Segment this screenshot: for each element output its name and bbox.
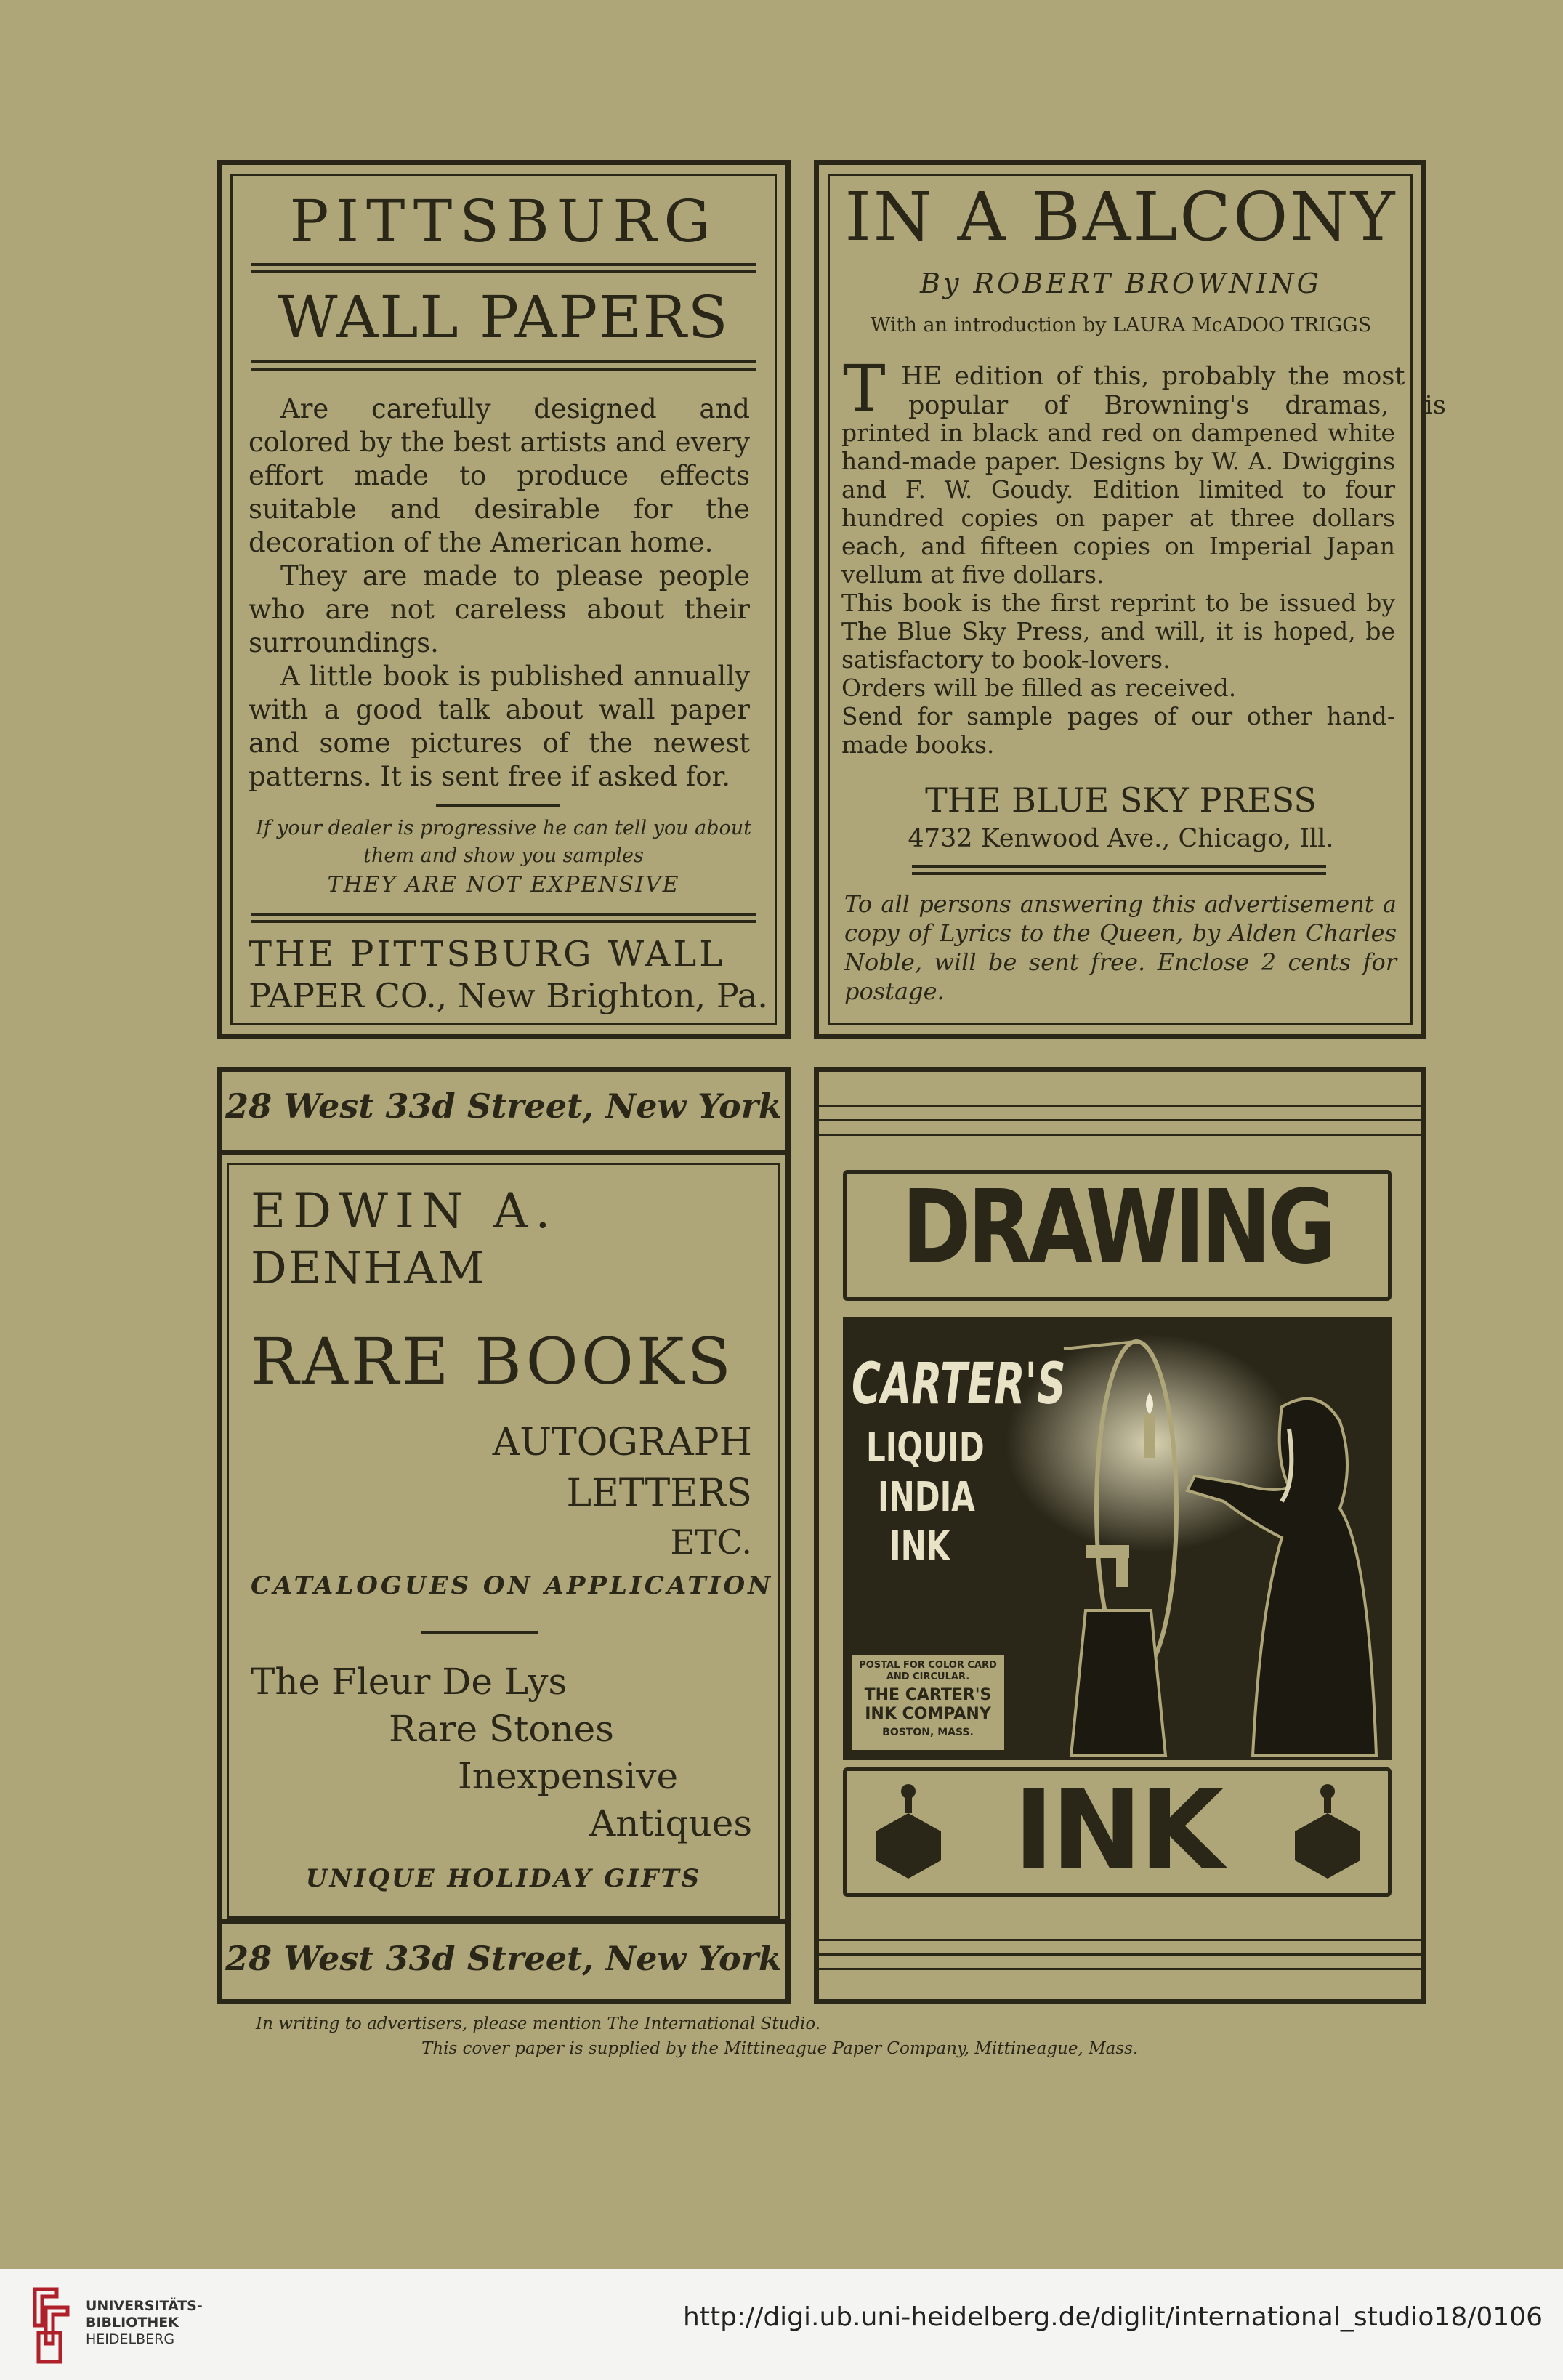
pittsburg-note-2: them and show you samples [363, 844, 644, 867]
balcony-intro: With an introduction by LAURA McADOO TRIGGS [870, 314, 1372, 336]
carters-top-rule-1 [819, 1105, 1421, 1107]
pittsburg-note-3: THEY ARE NOT EXPENSIVE [327, 872, 680, 897]
library-name [86, 2298, 203, 2348]
balcony-rule-1 [912, 865, 1326, 868]
pittsburg-note-1: If your dealer is progressive he can tell you about [255, 817, 752, 839]
pittsburg-rule-5 [251, 913, 756, 916]
denham-heading: RARE BOOKS [251, 1324, 734, 1399]
balcony-paragraph-2: This book is the first reprint to be issued by The Blue Sky Press, and will, it is hoped, be satisfactory to book-lovers. [841, 589, 1395, 674]
ink-banner-word: INK [1013, 1767, 1221, 1894]
pittsburg-paragraph-3: A little book is published annually with a good talk about wall paper and some pictures of the newest patterns. It is sent free if asked for. [249, 661, 750, 792]
balcony-title: IN A BALCONY [844, 178, 1397, 256]
balcony-offer: To all persons answering this advertisement a copy of Lyrics to the Queen, by Alden Charles Noble, will be sent free. Enclose 2 cents for postage. [844, 890, 1397, 1005]
pittsburg-company-1: THE PITTSBURG WALL [249, 934, 726, 975]
denham-address-bottom: 28 West 33d Street, New York [225, 1939, 782, 1978]
denham-gifts: UNIQUE HOLIDAY GIFTS [305, 1864, 702, 1893]
carters-bottom-rule-2 [819, 1953, 1421, 1956]
library-name-2: BIBLIOTHEK [86, 2315, 179, 2331]
library-logo-icon [28, 2282, 78, 2369]
denham-sub-3: ETC. [670, 1522, 752, 1562]
carters-brand: CARTER'S [852, 1352, 1066, 1417]
denham-line-3: Inexpensive [458, 1755, 679, 1797]
pittsburg-title: PITTSBURG [289, 187, 718, 255]
pittsburg-body [249, 392, 750, 794]
balcony-paragraph-1: printed in black and red on dampened white hand-made paper. Designs by W. A. Dwiggins and F. W. Goudy. Edition limited to four hundred copies on paper at three dollars each, and fifteen copies on Imperial Japan vellum at five dollars. [841, 419, 1395, 589]
pittsburg-rule-1 [251, 263, 756, 266]
source-url-link[interactable]: http://digi.ub.uni-heidelberg.de/diglit/international_studio18/0106 [683, 2302, 1543, 2332]
carters-company-1: THE CARTER'S [864, 1686, 992, 1704]
carters-ink-word: INK [889, 1523, 950, 1570]
carters-postal-2: AND CIRCULAR. [886, 1671, 970, 1682]
carters-city: BOSTON, MASS. [882, 1727, 974, 1738]
library-name-1: UNIVERSITÄTS- [86, 2298, 203, 2314]
footnote-2: This cover paper is supplied by the Mittineague Paper Company, Mittineague, Mass. [421, 2039, 1139, 2058]
denham-name-1: EDWIN A. [251, 1183, 558, 1239]
carters-india: INDIA [878, 1474, 975, 1521]
denham-short-rule [421, 1631, 538, 1634]
denham-catalogues: CATALOGUES ON APPLICATION [251, 1571, 774, 1600]
footnote-1: In writing to advertisers, please mention The International Studio. [256, 2014, 821, 2033]
balcony-rule-2 [912, 872, 1326, 875]
balcony-author: By ROBERT BROWNING [920, 267, 1322, 299]
pittsburg-company-2: PAPER CO., New Brighton, Pa. [249, 976, 768, 1015]
denham-line-2: Rare Stones [389, 1708, 614, 1750]
balcony-body [841, 419, 1395, 759]
denham-address-top: 28 West 33d Street, New York [225, 1086, 782, 1126]
balcony-line-2: popular of Browning's dramas, is [908, 391, 1446, 420]
balcony-paragraph-4: Send for sample pages of our other hand-made books. [841, 702, 1395, 759]
pittsburg-rule-3 [251, 360, 756, 363]
pittsburg-rule-6 [251, 920, 756, 923]
library-footer [0, 2269, 1563, 2380]
denham-name-2: DENHAM [251, 1241, 486, 1294]
carters-top-rule-2 [819, 1119, 1421, 1121]
pittsburg-paragraph-1: Are carefully designed and colored by the best artists and every effort made to produce effects suitable and desirable for the decoration of the American home. [249, 393, 750, 558]
pittsburg-paragraph-2: They are made to please people who are not careless about their surroundings. [249, 560, 750, 658]
library-name-3: HEIDELBERG [86, 2331, 175, 2347]
balcony-paragraph-3: Orders will be filled as received. [841, 674, 1237, 702]
pittsburg-short-rule [436, 804, 560, 807]
balcony-address: 4732 Kenwood Ave., Chicago, Ill. [908, 824, 1334, 853]
pittsburg-rule-2 [251, 270, 756, 273]
denham-top-divider [217, 1150, 791, 1155]
drawing-word: DRAWING [902, 1169, 1333, 1287]
carters-postal-1: POSTAL FOR COLOR CARD [859, 1660, 997, 1671]
balcony-dropcap: T [843, 351, 886, 426]
balcony-press: THE BLUE SKY PRESS [925, 780, 1317, 820]
denham-sub-2: LETTERS [566, 1472, 752, 1515]
carters-liquid: LIQUID [866, 1424, 985, 1472]
pittsburg-rule-4 [251, 368, 756, 371]
pittsburg-subtitle: WALL PAPERS [278, 283, 730, 351]
carters-bottom-rule-3 [819, 1968, 1421, 1970]
denham-line-4: Antiques [589, 1802, 752, 1844]
denham-bottom-divider [217, 1919, 791, 1924]
carters-company-2: INK COMPANY [865, 1705, 991, 1723]
carters-top-rule-3 [819, 1134, 1421, 1136]
denham-sub-1: AUTOGRAPH [492, 1421, 752, 1464]
carters-bottom-rule-1 [819, 1939, 1421, 1941]
denham-line-1: The Fleur De Lys [251, 1661, 568, 1703]
balcony-line-1: HE edition of this, probably the most [901, 362, 1405, 391]
